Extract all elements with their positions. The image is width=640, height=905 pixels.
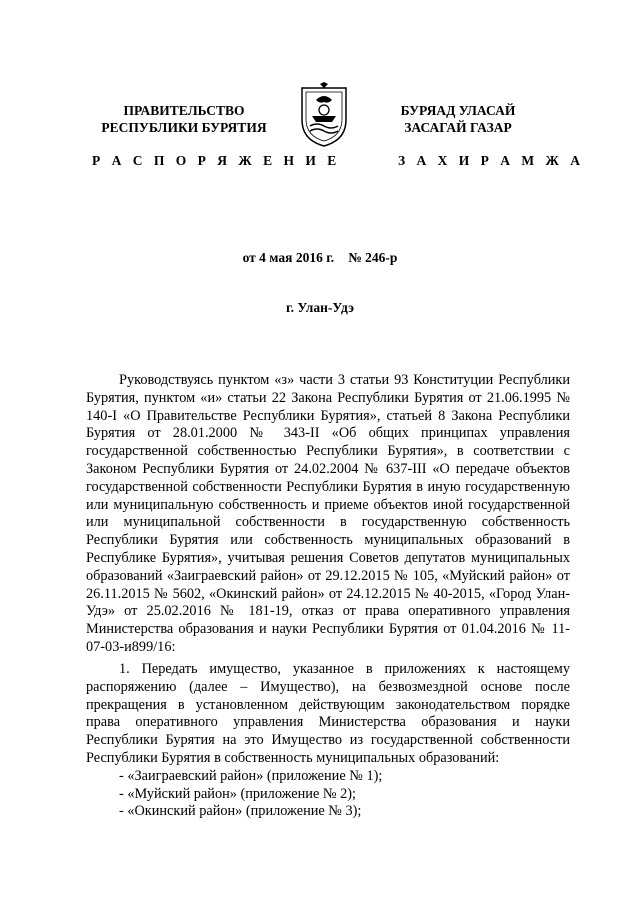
municipality-list xyxy=(86,768,570,821)
government-title-buryat-line2: ЗАСАГАЙ ГАЗАР xyxy=(404,120,512,135)
buryatia-coat-of-arms-icon xyxy=(298,82,350,148)
list-item: - «Окинский район» (приложение № 3); xyxy=(119,803,362,820)
document-date: от 4 мая 2016 г. xyxy=(242,250,335,265)
header-right xyxy=(362,102,554,136)
document-number: № 246-р xyxy=(348,250,398,265)
government-title-line1: ПРАВИТЕЛЬСТВО xyxy=(123,103,245,118)
item1-paragraph: 1. Передать имущество, указанное в приложениях к настоящему распоряжению (далее – Имущество), на безвозмездной основе после прекращения в установленном действующим законодательством порядке права оперативного управления Министерства образования и науки Республики Бурятия на это Имущество из государственной собственности Республики Бурятия в собственность муниципальных образований: xyxy=(86,661,570,766)
date-number-line xyxy=(0,250,640,266)
intro-paragraph: Руководствуясь пунктом «з» части 3 статьи 93 Конституции Республики Бурятия, пунктом «и» статьи 22 Закона Республики Бурятия от 21.06.1995 № 140-I «О Правительстве Республики Бурятия», статьей 8 Закона Республики Бурятия от 28.01.2000 № 343-II «Об общих принципах управления государственной собственностью Республики Бурятия», в соответствии с Законом Республики Бурятия от 24.02.2004 № 637-III «О передаче объектов государственной собственности Республики Бурятия в иную государственную или муниципальную собственность и приеме объектов иной государственной или муниципальной собственности в государственную собственность Республики Бурятия или собственность муниципальных образований в Республике Бурятия», учитывая решения Советов депутатов муниципальных образований «Заиграевский район» от 29.12.2015 № 105, «Муйский район» от 26.11.2015 № 5602, «Окинский район» от 24.12.2015 № 40-2015, «Город Улан-Удэ» от 25.02.2016 № 181-19, отказ от права оперативного управления Министерства образования и науки Республики Бурятия от 01.04.2016 № 11-07-03-и899/16: xyxy=(86,372,570,655)
doc-type-buryat: З А Х И Р А М Ж А xyxy=(398,153,584,168)
government-title-buryat-line1: БУРЯАД УЛАСАЙ xyxy=(400,103,516,118)
item-section xyxy=(86,661,570,821)
doc-type-russian: Р А С П О Р Я Ж Е Н И Е xyxy=(92,153,341,168)
list-item: - «Муйский район» (приложение № 2); xyxy=(119,785,356,802)
list-item: - «Заиграевский район» (приложение № 1); xyxy=(119,767,383,784)
document-city: г. Улан-Удэ xyxy=(286,300,354,315)
intro-section xyxy=(86,372,570,657)
government-title-line2: РЕСПУБЛИКИ БУРЯТИЯ xyxy=(101,120,267,135)
header-left xyxy=(86,102,282,136)
